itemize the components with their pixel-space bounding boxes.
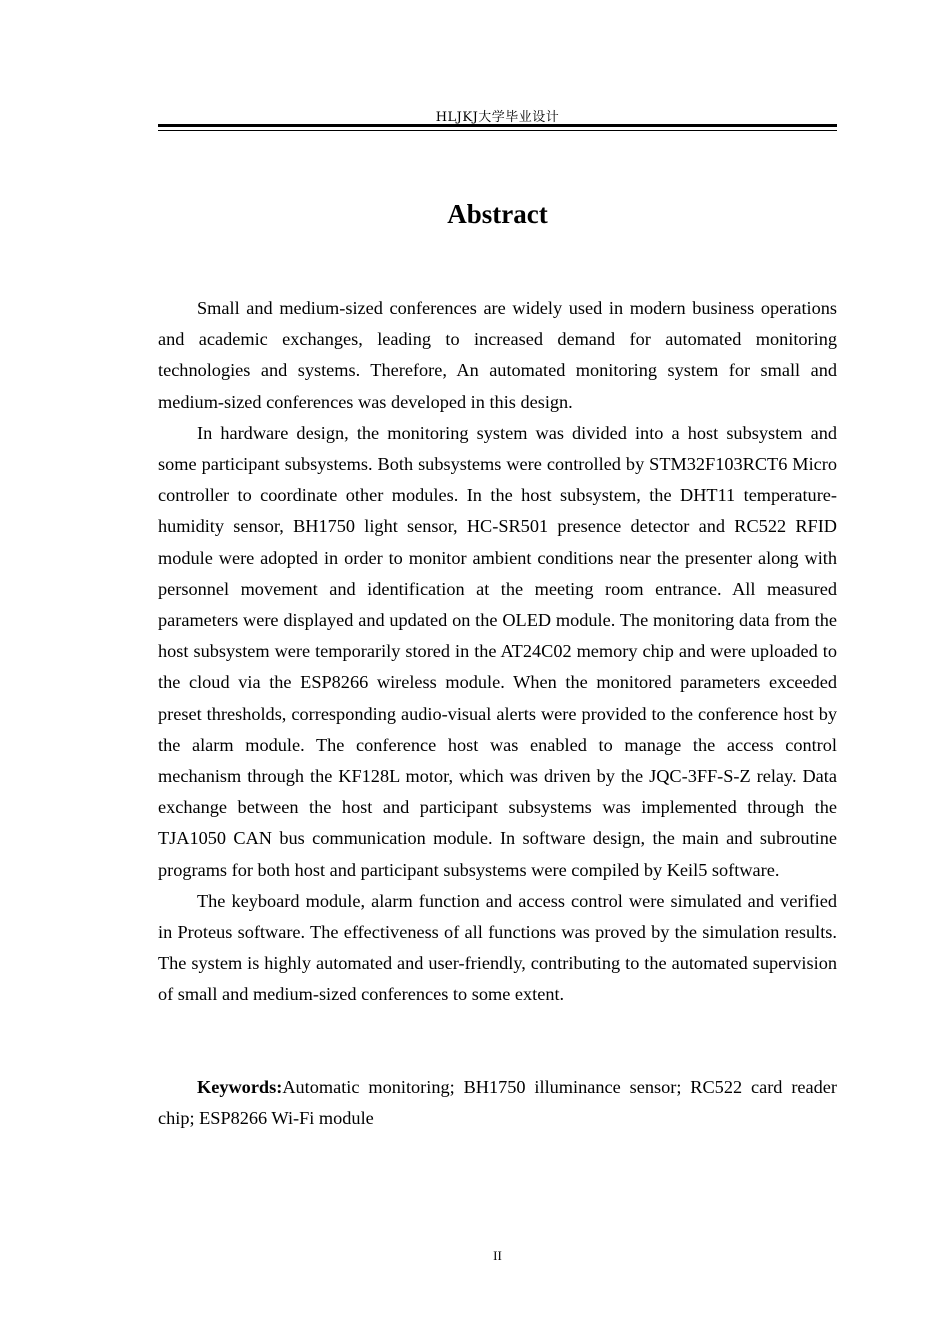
keywords-block	[158, 1072, 837, 1134]
page-number: II	[493, 1248, 502, 1263]
abstract-paragraph-3: The keyboard module, alarm function and access control were simulated and verified in Proteus software. The effectiveness of all functions was proved by the simulation results. The system is highly automated and user-friendly, contributing to the automated supervision of small and medium-sized conferences to some extent.	[158, 890, 837, 1005]
page-header: HLJKJ大学毕业设计	[435, 110, 560, 125]
header-rule-thick	[158, 124, 837, 127]
keywords-text: Automatic monitoring; BH1750 illuminance sensor; RC522 card reader chip; ESP8266 Wi-Fi module	[158, 1077, 837, 1129]
keywords-label: Keywords:	[197, 1077, 283, 1097]
abstract-body	[158, 293, 837, 1011]
abstract-title: Abstract	[447, 199, 548, 229]
abstract-paragraph-1: Small and medium-sized conferences are widely used in modern business operations and academic exchanges, leading to increased demand for automated monitoring technologies and systems. Therefore, An automated monitoring system for small and medium-sized conferences was developed in this design.	[158, 298, 837, 412]
abstract-paragraph-2: In hardware design, the monitoring system was divided into a host subsystem and some participant subsystems. Both subsystems were controlled by STM32F103RCT6 Micro controller to coordinate other modules. In the host subsystem, the DHT11 temperature-humidity sensor, BH1750 light sensor, HC-SR501 presence detector and RC522 RFID module were adopted in order to monitor ambient conditions near the presenter along with personnel movement and identification at the meeting room entrance. All measured parameters were displayed and updated on the OLED module. The monitoring data from the host subsystem were temporarily stored in the AT24C02 memory chip and were uploaded to the cloud via the ESP8266 wireless module. When the monitored parameters exceeded preset thresholds, corresponding audio-visual alerts were provided to the conference host by the alarm module. The conference host was enabled to manage the access control mechanism through the KF128L motor, which was driven by the JQC-3FF-S-Z relay. Data exchange between the host and participant subsystems was implemented through the TJA1050 CAN bus communication module. In software design, the main and subroutine programs for both host and participant subsystems were compiled by Keil5 software.	[158, 422, 837, 880]
header-rule-thin	[158, 130, 837, 131]
